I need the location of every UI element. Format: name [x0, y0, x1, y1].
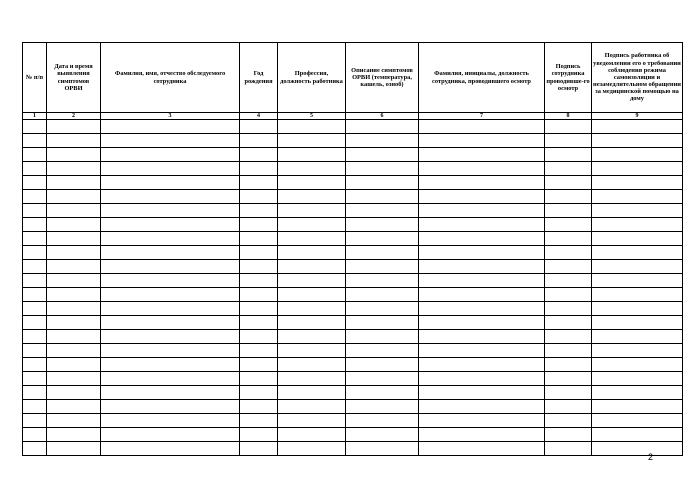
table-cell[interactable]: [23, 358, 47, 372]
table-cell[interactable]: [47, 232, 101, 246]
table-row: [23, 316, 683, 330]
table-cell[interactable]: [419, 134, 545, 148]
table-cell[interactable]: [23, 400, 47, 414]
table-cell[interactable]: [346, 414, 419, 428]
table-cell[interactable]: [101, 442, 240, 456]
table-cell[interactable]: [545, 386, 592, 400]
table-cell[interactable]: [545, 120, 592, 134]
table-cell[interactable]: [346, 288, 419, 302]
table-cell[interactable]: [240, 414, 278, 428]
table-cell[interactable]: [545, 218, 592, 232]
table-cell[interactable]: [240, 162, 278, 176]
table-row: [23, 344, 683, 358]
table-cell[interactable]: [346, 386, 419, 400]
table-row: [23, 288, 683, 302]
table-cell[interactable]: [346, 400, 419, 414]
table-cell[interactable]: [592, 372, 683, 386]
column-number: 5: [278, 113, 346, 120]
table-cell[interactable]: [278, 400, 346, 414]
table-cell[interactable]: [545, 372, 592, 386]
table-cell[interactable]: [592, 330, 683, 344]
table-cell[interactable]: [240, 260, 278, 274]
table-cell[interactable]: [23, 134, 47, 148]
table-cell[interactable]: [23, 344, 47, 358]
table-cell[interactable]: [23, 204, 47, 218]
table-cell[interactable]: [592, 442, 683, 456]
table-cell[interactable]: [23, 414, 47, 428]
table-cell[interactable]: [101, 288, 240, 302]
table-cell[interactable]: [23, 316, 47, 330]
table-row: [23, 428, 683, 442]
table-cell[interactable]: [23, 246, 47, 260]
table-cell[interactable]: [23, 162, 47, 176]
table-cell[interactable]: [545, 176, 592, 190]
table-cell[interactable]: [240, 302, 278, 316]
table-row: [23, 204, 683, 218]
header-cell-position: Профессия, должность работника: [278, 43, 346, 113]
table-cell[interactable]: [101, 260, 240, 274]
header-row: [23, 43, 683, 113]
table-cell[interactable]: [545, 358, 592, 372]
column-number: 3: [101, 113, 240, 120]
table-cell[interactable]: [419, 190, 545, 204]
table-cell[interactable]: [346, 442, 419, 456]
table-row: [23, 260, 683, 274]
table-cell[interactable]: [419, 274, 545, 288]
table-cell[interactable]: [419, 288, 545, 302]
column-number: 9: [592, 113, 683, 120]
table-cell[interactable]: [240, 246, 278, 260]
table-cell[interactable]: [23, 176, 47, 190]
table-cell[interactable]: [592, 162, 683, 176]
table-cell[interactable]: [23, 330, 47, 344]
column-number: 2: [47, 113, 101, 120]
table-cell[interactable]: [240, 358, 278, 372]
table-cell[interactable]: [23, 372, 47, 386]
table-cell[interactable]: [101, 246, 240, 260]
table-cell[interactable]: [419, 120, 545, 134]
table-row: [23, 218, 683, 232]
table-cell[interactable]: [592, 190, 683, 204]
table-cell[interactable]: [592, 260, 683, 274]
table-cell[interactable]: [278, 274, 346, 288]
table-cell[interactable]: [346, 218, 419, 232]
table-cell[interactable]: [23, 302, 47, 316]
table-cell[interactable]: [278, 162, 346, 176]
table-cell[interactable]: [240, 274, 278, 288]
table-cell[interactable]: [240, 330, 278, 344]
table-row: [23, 190, 683, 204]
table-cell[interactable]: [419, 358, 545, 372]
table-cell[interactable]: [47, 246, 101, 260]
table-cell[interactable]: [278, 428, 346, 442]
table-cell[interactable]: [592, 288, 683, 302]
table-cell[interactable]: [101, 190, 240, 204]
table-cell[interactable]: [346, 176, 419, 190]
table-cell[interactable]: [47, 176, 101, 190]
table-cell[interactable]: [47, 372, 101, 386]
table-cell[interactable]: [278, 344, 346, 358]
table-row: [23, 414, 683, 428]
table-cell[interactable]: [592, 386, 683, 400]
table-cell[interactable]: [419, 428, 545, 442]
table-cell[interactable]: [23, 232, 47, 246]
table-cell[interactable]: [101, 232, 240, 246]
table-cell[interactable]: [545, 414, 592, 428]
table-cell[interactable]: [47, 218, 101, 232]
journal-body: [23, 120, 683, 456]
table-cell[interactable]: [101, 120, 240, 134]
header-cell-examiner: Фамилия, инициалы, должность сотрудника, проводившего осмотр: [419, 43, 545, 113]
table-cell[interactable]: [101, 204, 240, 218]
table-cell[interactable]: [240, 176, 278, 190]
table-row: [23, 162, 683, 176]
table-cell[interactable]: [346, 274, 419, 288]
table-cell[interactable]: [419, 260, 545, 274]
table-cell[interactable]: [592, 274, 683, 288]
page-number: 2: [648, 452, 654, 462]
table-cell[interactable]: [23, 190, 47, 204]
table-cell[interactable]: [419, 232, 545, 246]
table-cell[interactable]: [346, 162, 419, 176]
table-cell[interactable]: [23, 442, 47, 456]
table-cell[interactable]: [592, 176, 683, 190]
table-cell[interactable]: [240, 316, 278, 330]
table-cell[interactable]: [23, 428, 47, 442]
table-row: [23, 400, 683, 414]
table-cell[interactable]: [419, 442, 545, 456]
table-cell[interactable]: [419, 218, 545, 232]
table-cell[interactable]: [592, 428, 683, 442]
table-cell[interactable]: [346, 344, 419, 358]
table-cell[interactable]: [592, 246, 683, 260]
table-cell[interactable]: [278, 246, 346, 260]
table-cell[interactable]: [545, 344, 592, 358]
table-cell[interactable]: [278, 204, 346, 218]
table-cell[interactable]: [23, 260, 47, 274]
table-cell[interactable]: [545, 400, 592, 414]
table-row: [23, 358, 683, 372]
table-cell[interactable]: [23, 148, 47, 162]
table-cell[interactable]: [47, 442, 101, 456]
table-cell[interactable]: [240, 372, 278, 386]
table-cell[interactable]: [346, 148, 419, 162]
table-cell[interactable]: [47, 344, 101, 358]
table-cell[interactable]: [47, 302, 101, 316]
table-cell[interactable]: [240, 190, 278, 204]
column-number: 1: [23, 113, 47, 120]
table-row: [23, 148, 683, 162]
table-cell[interactable]: [278, 232, 346, 246]
column-number: 7: [419, 113, 545, 120]
table-row: [23, 372, 683, 386]
table-cell[interactable]: [101, 274, 240, 288]
header-cell-date: Дата и время выявления симптомов ОРВИ: [47, 43, 101, 113]
table-cell[interactable]: [545, 442, 592, 456]
table-cell[interactable]: [545, 246, 592, 260]
table-cell[interactable]: [47, 400, 101, 414]
table-cell[interactable]: [47, 148, 101, 162]
table-cell[interactable]: [278, 120, 346, 134]
table-cell[interactable]: [278, 372, 346, 386]
table-cell[interactable]: [101, 386, 240, 400]
table-cell[interactable]: [545, 288, 592, 302]
table-cell[interactable]: [545, 302, 592, 316]
table-cell[interactable]: [47, 204, 101, 218]
table-cell[interactable]: [545, 274, 592, 288]
table-cell[interactable]: [419, 400, 545, 414]
table-cell[interactable]: [240, 428, 278, 442]
table-cell[interactable]: [545, 190, 592, 204]
table-cell[interactable]: [240, 134, 278, 148]
column-number: 6: [346, 113, 419, 120]
table-row: [23, 302, 683, 316]
table-cell[interactable]: [240, 120, 278, 134]
table-cell[interactable]: [101, 414, 240, 428]
table-cell[interactable]: [419, 372, 545, 386]
table-cell[interactable]: [419, 386, 545, 400]
table-cell[interactable]: [346, 260, 419, 274]
symptom-journal-table: [22, 42, 683, 456]
header-cell-examiner-signature: Подпись сотрудника проводивше-го осмотр: [545, 43, 592, 113]
header-cell-birth-year: Год рождения: [240, 43, 278, 113]
table-cell[interactable]: [47, 288, 101, 302]
table-cell[interactable]: [23, 274, 47, 288]
table-cell[interactable]: [23, 218, 47, 232]
table-cell[interactable]: [278, 386, 346, 400]
table-cell[interactable]: [545, 204, 592, 218]
table-cell[interactable]: [592, 120, 683, 134]
table-cell[interactable]: [278, 414, 346, 428]
table-cell[interactable]: [101, 134, 240, 148]
table-cell[interactable]: [278, 316, 346, 330]
table-row: [23, 246, 683, 260]
table-cell[interactable]: [278, 134, 346, 148]
table-cell[interactable]: [101, 400, 240, 414]
column-number: 4: [240, 113, 278, 120]
table-row: [23, 232, 683, 246]
table-cell[interactable]: [47, 274, 101, 288]
table-cell[interactable]: [346, 428, 419, 442]
table-cell[interactable]: [101, 176, 240, 190]
table-cell[interactable]: [419, 204, 545, 218]
table-cell[interactable]: [47, 134, 101, 148]
table-cell[interactable]: [278, 330, 346, 344]
table-row: [23, 442, 683, 456]
table-cell[interactable]: [240, 400, 278, 414]
table-cell[interactable]: [545, 428, 592, 442]
table-cell[interactable]: [240, 386, 278, 400]
table-cell[interactable]: [23, 120, 47, 134]
table-cell[interactable]: [278, 442, 346, 456]
table-cell[interactable]: [592, 134, 683, 148]
table-cell[interactable]: [278, 190, 346, 204]
table-cell[interactable]: [592, 344, 683, 358]
table-cell[interactable]: [592, 358, 683, 372]
table-cell[interactable]: [101, 302, 240, 316]
header-cell-symptoms: Описание симптомов ОРВИ (температура, кашель, озноб): [346, 43, 419, 113]
table-cell[interactable]: [278, 260, 346, 274]
table-cell[interactable]: [278, 148, 346, 162]
table-cell[interactable]: [23, 386, 47, 400]
table-cell[interactable]: [592, 414, 683, 428]
table-row: [23, 330, 683, 344]
table-cell[interactable]: [346, 246, 419, 260]
table-cell[interactable]: [47, 162, 101, 176]
table-cell[interactable]: [545, 330, 592, 344]
table-cell[interactable]: [23, 288, 47, 302]
table-cell[interactable]: [47, 316, 101, 330]
column-number-row: [23, 113, 683, 120]
table-cell[interactable]: [240, 148, 278, 162]
table-cell[interactable]: [101, 372, 240, 386]
table-cell[interactable]: [101, 316, 240, 330]
table-cell[interactable]: [592, 148, 683, 162]
table-cell[interactable]: [592, 316, 683, 330]
table-cell[interactable]: [47, 358, 101, 372]
table-cell[interactable]: [346, 134, 419, 148]
table-cell[interactable]: [419, 316, 545, 330]
header-cell-employee-signature: Подпись работника об уведомлении его о требовании соблюдения режима самоизоляции и незамедлительном обращении за медицинской помощью на дому: [592, 43, 683, 113]
table-cell[interactable]: [278, 176, 346, 190]
table-cell[interactable]: [240, 344, 278, 358]
table-cell[interactable]: [592, 302, 683, 316]
table-cell[interactable]: [47, 386, 101, 400]
table-cell[interactable]: [346, 358, 419, 372]
table-row: [23, 176, 683, 190]
table-cell[interactable]: [545, 134, 592, 148]
table-cell[interactable]: [278, 358, 346, 372]
table-cell[interactable]: [419, 162, 545, 176]
table-cell[interactable]: [346, 316, 419, 330]
table-cell[interactable]: [240, 442, 278, 456]
table-row: [23, 134, 683, 148]
column-number: 8: [545, 113, 592, 120]
table-cell[interactable]: [47, 260, 101, 274]
table-cell[interactable]: [419, 246, 545, 260]
table-cell[interactable]: [47, 190, 101, 204]
header-cell-full-name: Фамилия, имя, отчество обследуемого сотрудника: [101, 43, 240, 113]
table-cell[interactable]: [101, 344, 240, 358]
table-cell[interactable]: [419, 302, 545, 316]
table-cell[interactable]: [346, 302, 419, 316]
table-cell[interactable]: [346, 372, 419, 386]
table-cell[interactable]: [545, 232, 592, 246]
table-cell[interactable]: [592, 232, 683, 246]
table-cell[interactable]: [101, 218, 240, 232]
table-cell[interactable]: [101, 330, 240, 344]
table-cell[interactable]: [101, 358, 240, 372]
table-cell[interactable]: [545, 162, 592, 176]
table-row: [23, 274, 683, 288]
table-row: [23, 120, 683, 134]
table-cell[interactable]: [419, 176, 545, 190]
table-cell[interactable]: [346, 204, 419, 218]
table-cell[interactable]: [346, 190, 419, 204]
table-cell[interactable]: [592, 400, 683, 414]
table-cell[interactable]: [419, 330, 545, 344]
table-cell[interactable]: [240, 232, 278, 246]
table-cell[interactable]: [278, 302, 346, 316]
table-cell[interactable]: [346, 232, 419, 246]
table-cell[interactable]: [240, 218, 278, 232]
table-cell[interactable]: [545, 316, 592, 330]
table-cell[interactable]: [101, 148, 240, 162]
table-cell[interactable]: [545, 148, 592, 162]
table-cell[interactable]: [545, 260, 592, 274]
table-cell[interactable]: [101, 162, 240, 176]
table-cell[interactable]: [419, 148, 545, 162]
header-cell-number: № п/п: [23, 43, 47, 113]
table-cell[interactable]: [592, 218, 683, 232]
table-cell[interactable]: [47, 330, 101, 344]
table-cell[interactable]: [419, 344, 545, 358]
table-row: [23, 386, 683, 400]
table-cell[interactable]: [419, 414, 545, 428]
table-cell[interactable]: [278, 218, 346, 232]
table-cell[interactable]: [47, 428, 101, 442]
table-cell[interactable]: [278, 288, 346, 302]
table-cell[interactable]: [592, 204, 683, 218]
table-cell[interactable]: [346, 330, 419, 344]
table-cell[interactable]: [101, 428, 240, 442]
table-cell[interactable]: [240, 204, 278, 218]
table-cell[interactable]: [47, 414, 101, 428]
table-cell[interactable]: [47, 120, 101, 134]
table-cell[interactable]: [346, 120, 419, 134]
table-cell[interactable]: [240, 288, 278, 302]
